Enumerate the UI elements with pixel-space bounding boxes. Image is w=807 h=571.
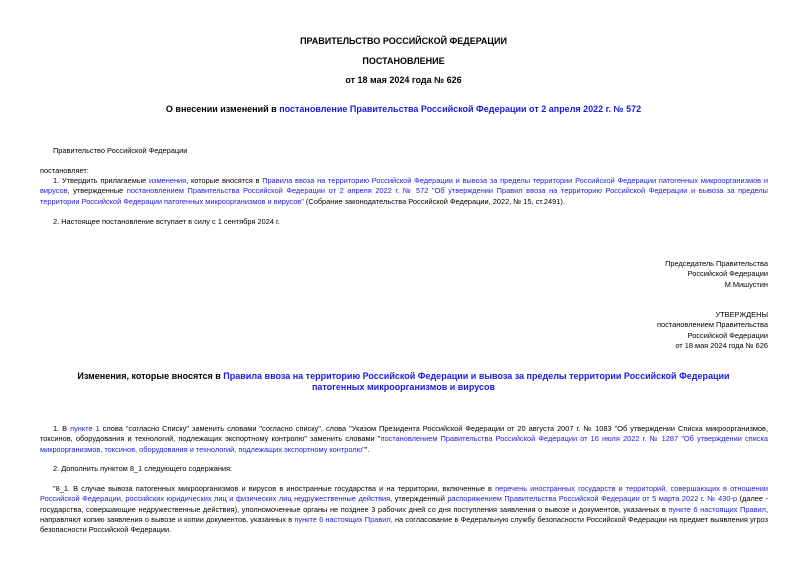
- p1-text-1: 1. Утвердить прилагаемые: [53, 176, 150, 185]
- signature-position: Председатель Правительства: [665, 259, 768, 268]
- title-link[interactable]: постановление Правительства Российской Федерации от 2 апреля 2022 г. № 572: [279, 104, 642, 114]
- changes-link[interactable]: изменения: [149, 176, 187, 185]
- c3-text-5: , на согласование в Федеральную службу безопасности Российской Федерации на предмет выявления угроз безопасности Российской Федерации.: [40, 514, 768, 535]
- signature-org: Российской Федерации: [687, 269, 768, 279]
- changes-title: [55, 371, 752, 393]
- document-type: ПОСТАНОВЛЕНИЕ: [362, 56, 445, 66]
- signature-block: [665, 259, 768, 290]
- point-6-link-1[interactable]: пункте 6 настоящих Правил: [668, 504, 766, 514]
- issuer: Правительство Российской Федерации: [53, 146, 188, 155]
- change-3: [40, 484, 768, 535]
- signature-name: М.Мишустин: [724, 279, 768, 289]
- order-430r-link[interactable]: распоряжением Правительства Российской Федерации от 5 марта 2022 г. № 430-р: [447, 494, 738, 504]
- unfriendly-states-link[interactable]: перечень иностранных государств и территорий, совершающих в отношении Российской Федерации, российских юридических лиц и физических лиц недружественные действия: [40, 484, 768, 504]
- rules-link[interactable]: Правила ввоза на территорию Российской Федерации и вывоза за пределы территории Российской Федерации патогенных микроорганизмов и вирусов: [40, 176, 769, 196]
- change-2: 2. Дополнить пунктом 8_1 следующего содержания:: [53, 464, 233, 473]
- c3-text-1: "8_1. В случае вывоза патогенных микроорганизмов и вирусов в иностранные государства и на территории, включенные в: [53, 484, 496, 493]
- c3-text-2: , утвержденный: [390, 494, 448, 504]
- title-prefix: О внесении изменений в: [165, 104, 280, 114]
- p1-text-2: , которые вносятся в: [186, 176, 263, 185]
- p1-text-4: (Собрание законодательства Российской Федерации, 2022, № 15, ст.2491).: [303, 196, 565, 206]
- c3-text-4: , направляют копию заявления о вывозе и копии документов, указанных в: [40, 504, 768, 524]
- point-6-link-2[interactable]: пункте 6 настоящих Правил: [294, 514, 391, 524]
- approved-block: [657, 310, 768, 351]
- changes-title-link[interactable]: Правила ввоза на территорию Российской Федерации и вывоза за пределы территории Российской Федерации патогенных микроорганизмов и вирусов: [223, 371, 730, 392]
- approved-date: от 18 мая 2024 года № 626: [675, 340, 768, 350]
- document-date: от 18 мая 2024 года № 626: [345, 75, 462, 85]
- resolution-1287-link[interactable]: постановлением Правительства Российской Федерации от 16 июля 2022 г. № 1287 "Об утверждении списка микроорганизмов, токсинов, оборудования и технологий, подлежащих экспортному контролю": [40, 434, 768, 454]
- p1-text-3: , утвержденные: [67, 186, 127, 196]
- government-title: ПРАВИТЕЛЬСТВО РОССИЙСКОЙ ФЕДЕРАЦИИ: [300, 36, 507, 46]
- paragraph-1: [40, 176, 768, 207]
- approved-org: Российской Федерации: [687, 330, 768, 340]
- change-1: [40, 424, 768, 455]
- approved-by: постановлением Правительства: [657, 320, 768, 330]
- paragraph-2: 2. Настоящее постановление вступает в силу с 1 сентября 2024 г.: [53, 217, 280, 226]
- c1-text-1: 1. В: [53, 424, 71, 433]
- approved-label: УТВЕРЖДЕНЫ: [715, 310, 768, 319]
- resolution-572-link[interactable]: постановлением Правительства Российской Федерации от 2 апреля 2022 г. № 572 "Об утверждении Правил ввоза на территорию Российской Федерации и вывоза за пределы территории Российской Федерации патогенных микроорганизмов и вирусов": [40, 186, 768, 206]
- c1-text-2: слова "согласно Списку" заменить словами "согласно списку", слова "Указом Президента Российской Федерации от 20 августа 2007 г. № 1083 "Об утверждении Списка микроорганизмов, токсинов, оборудования и технологий, подлежащих экспортному контролю" заменить словами ": [40, 424, 769, 444]
- c3-text-3: (далее - государства, совершающие недружественные действия), уполномоченные органы не позднее 3 рабочих дней со дня поступления заявления о вывозе и документов, указанных в: [40, 494, 769, 514]
- c1-text-3: ".: [364, 444, 370, 454]
- changes-title-prefix: Изменения, которые вносятся в: [77, 371, 224, 381]
- point-1-link[interactable]: пункте 1: [70, 424, 100, 433]
- document-title: [0, 104, 807, 114]
- decrees: постановляет:: [40, 166, 89, 175]
